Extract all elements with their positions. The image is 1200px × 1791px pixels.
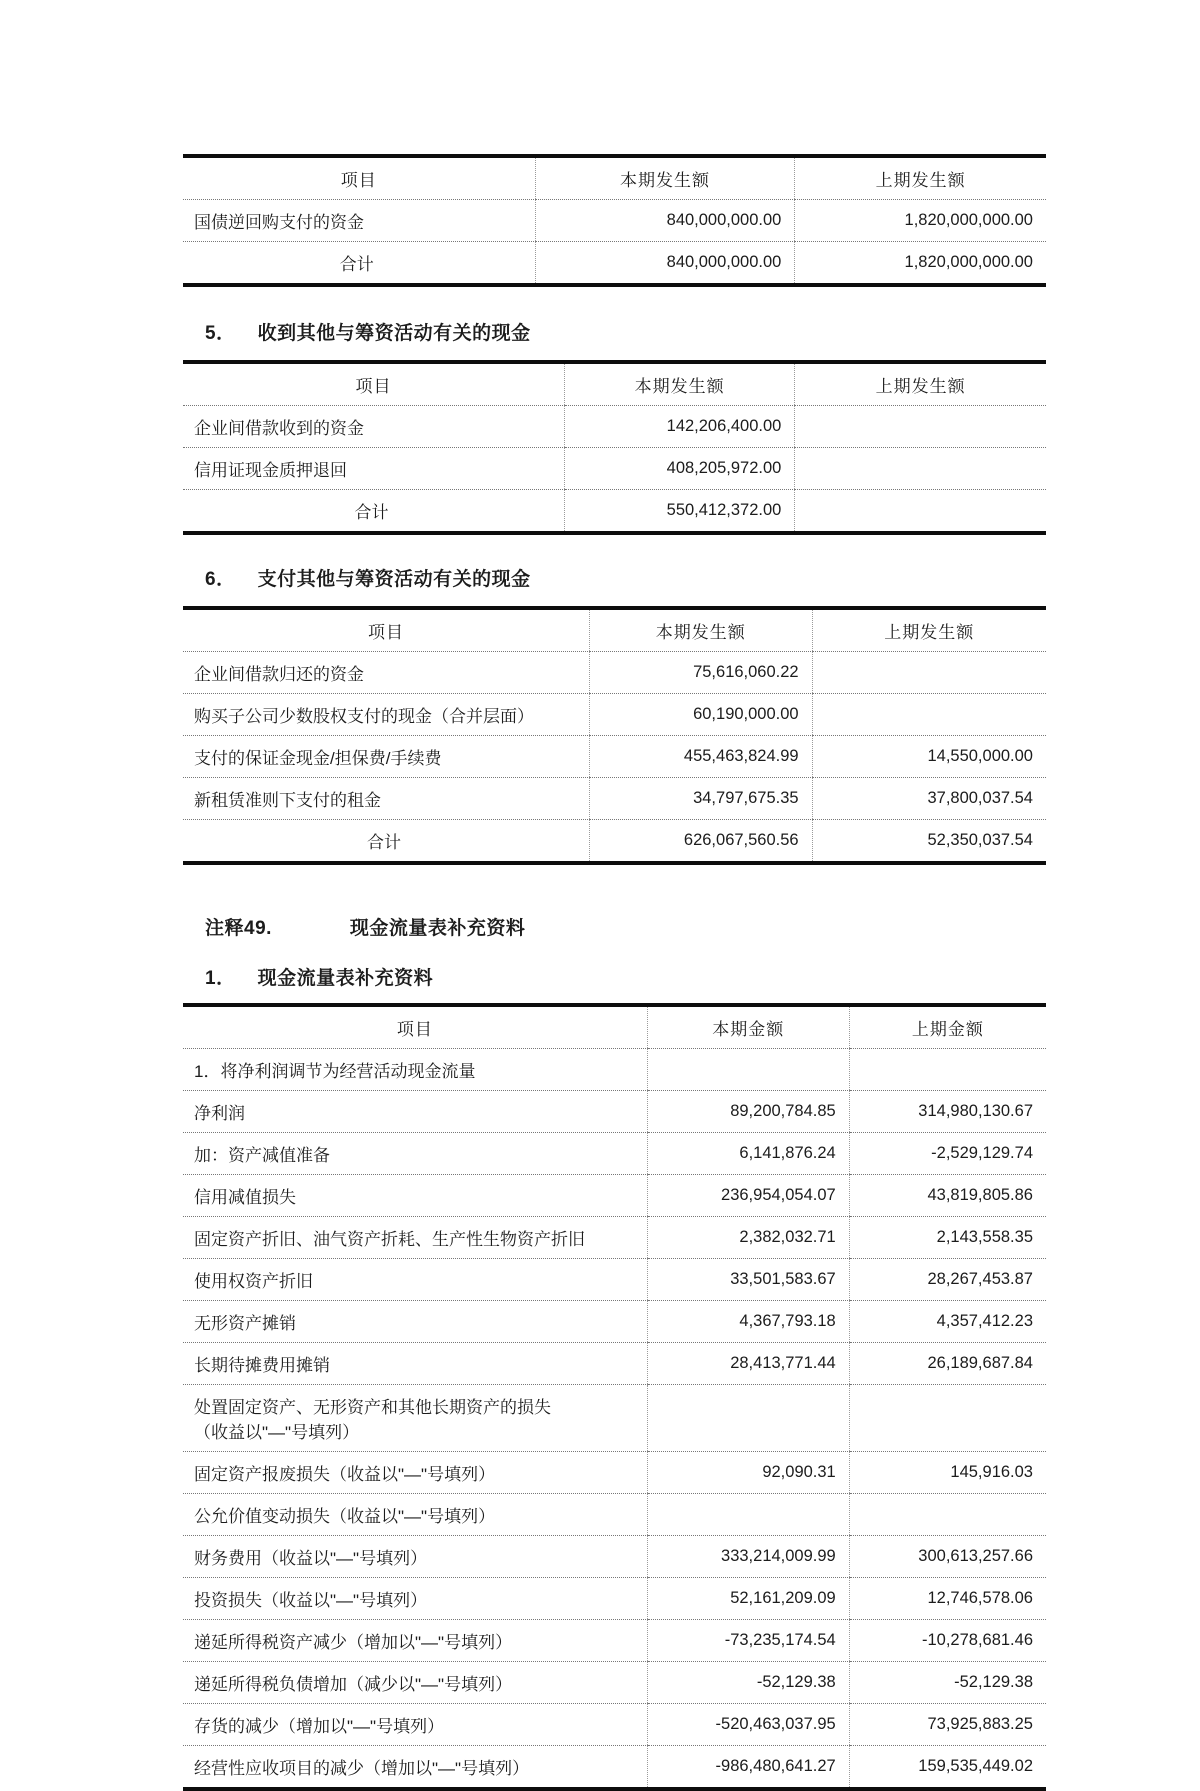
prior-period-value: 159,535,449.02 bbox=[849, 1746, 1046, 1790]
row-label: 1．将净利润调节为经营活动现金流量 bbox=[194, 1062, 476, 1081]
heading-note-49 bbox=[183, 913, 1046, 940]
table-row bbox=[183, 1385, 1046, 1452]
row-label-cell bbox=[183, 652, 589, 694]
row-label-cell bbox=[183, 448, 564, 490]
row-label-cell bbox=[183, 1620, 647, 1662]
current-period-value bbox=[647, 1385, 849, 1452]
table-row bbox=[183, 490, 1046, 534]
row-label-cell bbox=[183, 490, 564, 534]
table-row bbox=[183, 778, 1046, 820]
table-row bbox=[183, 1494, 1046, 1536]
prior-period-value: -2,529,129.74 bbox=[849, 1133, 1046, 1175]
current-period-value: 52,161,209.09 bbox=[647, 1578, 849, 1620]
current-period-value: 33,501,583.67 bbox=[647, 1259, 849, 1301]
column-header: 项目 bbox=[183, 1005, 647, 1049]
row-label: 投资损失（收益以"—"号填列） bbox=[194, 1591, 428, 1610]
row-label-cell bbox=[183, 1704, 647, 1746]
row-label: 长期待摊费用摊销 bbox=[194, 1356, 330, 1375]
current-period-value: 408,205,972.00 bbox=[564, 448, 794, 490]
row-label-cell bbox=[183, 1452, 647, 1494]
heading-number: 6． bbox=[205, 569, 236, 590]
prior-period-value: 2,143,558.35 bbox=[849, 1217, 1046, 1259]
table-cash-flow-supplement bbox=[183, 1003, 1046, 1791]
row-label: 合计 bbox=[366, 833, 401, 852]
prior-period-value bbox=[795, 490, 1046, 534]
row-label: 国债逆回购支付的资金 bbox=[194, 213, 364, 232]
row-label-cell bbox=[183, 1049, 647, 1091]
table-row bbox=[183, 448, 1046, 490]
row-label: 固定资产报废损失（收益以"—"号填列） bbox=[194, 1465, 496, 1484]
row-label: 合计 bbox=[354, 503, 389, 522]
current-period-value: 92,090.31 bbox=[647, 1452, 849, 1494]
row-label-cell bbox=[183, 1175, 647, 1217]
prior-period-value: 300,613,257.66 bbox=[849, 1536, 1046, 1578]
document-content bbox=[183, 154, 1046, 1791]
row-label-cell bbox=[183, 778, 589, 820]
row-label: 财务费用（收益以"—"号填列） bbox=[194, 1549, 428, 1568]
current-period-value: 34,797,675.35 bbox=[589, 778, 812, 820]
prior-period-value bbox=[812, 694, 1046, 736]
row-label-cell bbox=[183, 1301, 647, 1343]
prior-period-value: 145,916.03 bbox=[849, 1452, 1046, 1494]
column-header: 上期发生额 bbox=[795, 156, 1046, 200]
row-label: 信用减值损失 bbox=[194, 1188, 296, 1207]
row-label-cell bbox=[183, 1578, 647, 1620]
current-period-value: 60,190,000.00 bbox=[589, 694, 812, 736]
prior-period-value: -52,129.38 bbox=[849, 1662, 1046, 1704]
column-header: 上期发生额 bbox=[812, 608, 1046, 652]
table-row bbox=[183, 1217, 1046, 1259]
row-label: 递延所得税负债增加（减少以"—"号填列） bbox=[194, 1675, 513, 1694]
current-period-value: 840,000,000.00 bbox=[535, 242, 795, 286]
table-row bbox=[183, 1662, 1046, 1704]
table-row bbox=[183, 1704, 1046, 1746]
row-label: 新租赁准则下支付的租金 bbox=[194, 791, 381, 810]
prior-period-value bbox=[812, 652, 1046, 694]
row-label-cell bbox=[183, 1217, 647, 1259]
table-treasury-repo bbox=[183, 154, 1046, 287]
row-label: 存货的减少（增加以"—"号填列） bbox=[194, 1717, 445, 1736]
table-row bbox=[183, 820, 1046, 864]
table-row bbox=[183, 1259, 1046, 1301]
prior-period-value: 28,267,453.87 bbox=[849, 1259, 1046, 1301]
prior-period-value: 4,357,412.23 bbox=[849, 1301, 1046, 1343]
current-period-value: 6,141,876.24 bbox=[647, 1133, 849, 1175]
row-label-cell bbox=[183, 1091, 647, 1133]
column-header: 项目 bbox=[183, 608, 589, 652]
table-row bbox=[183, 694, 1046, 736]
prior-period-value: 314,980,130.67 bbox=[849, 1091, 1046, 1133]
financial-table bbox=[183, 606, 1046, 865]
row-label-cell bbox=[183, 1494, 647, 1536]
table-header-row bbox=[183, 156, 1046, 200]
table-header-row bbox=[183, 1005, 1046, 1049]
column-header: 本期发生额 bbox=[535, 156, 795, 200]
heading-number: 注释49. bbox=[205, 918, 272, 939]
current-period-value bbox=[647, 1494, 849, 1536]
column-header: 上期发生额 bbox=[795, 362, 1046, 406]
heading-title: 支付其他与筹资活动有关的现金 bbox=[257, 569, 531, 590]
row-label: 加：资产减值准备 bbox=[194, 1146, 330, 1165]
current-period-value: 550,412,372.00 bbox=[564, 490, 794, 534]
row-label: 经营性应收项目的减少（增加以"—"号填列） bbox=[194, 1759, 530, 1778]
table-row bbox=[183, 1301, 1046, 1343]
heading-number: 5． bbox=[205, 323, 236, 344]
row-label: 处置固定资产、无形资产和其他长期资产的损失 bbox=[194, 1398, 551, 1417]
row-label-cell bbox=[183, 242, 535, 286]
prior-period-value: 26,189,687.84 bbox=[849, 1343, 1046, 1385]
current-period-value: 626,067,560.56 bbox=[589, 820, 812, 864]
row-label: 支付的保证金现金/担保费/手续费 bbox=[194, 749, 442, 768]
row-label: 公允价值变动损失（收益以"—"号填列） bbox=[194, 1507, 496, 1526]
row-label: 递延所得税资产减少（增加以"—"号填列） bbox=[194, 1633, 513, 1652]
table-row bbox=[183, 1536, 1046, 1578]
prior-period-value bbox=[795, 448, 1046, 490]
row-label-cell bbox=[183, 200, 535, 242]
heading-title: 收到其他与筹资活动有关的现金 bbox=[257, 323, 531, 344]
row-label-cell bbox=[183, 1259, 647, 1301]
table-row bbox=[183, 406, 1046, 448]
current-period-value: 840,000,000.00 bbox=[535, 200, 795, 242]
prior-period-value: 12,746,578.06 bbox=[849, 1578, 1046, 1620]
heading-number: 1． bbox=[205, 968, 236, 989]
table-row bbox=[183, 1343, 1046, 1385]
table-row bbox=[183, 736, 1046, 778]
column-header: 本期发生额 bbox=[589, 608, 812, 652]
column-header: 上期金额 bbox=[849, 1005, 1046, 1049]
row-label-cell bbox=[183, 694, 589, 736]
table-row bbox=[183, 1746, 1046, 1790]
row-label: 净利润 bbox=[194, 1104, 245, 1123]
current-period-value: 28,413,771.44 bbox=[647, 1343, 849, 1385]
heading-sub-1 bbox=[183, 963, 1046, 990]
column-header: 项目 bbox=[183, 156, 535, 200]
table-row bbox=[183, 1049, 1046, 1091]
current-period-value: -73,235,174.54 bbox=[647, 1620, 849, 1662]
row-label-cell bbox=[183, 1746, 647, 1790]
row-label: 合计 bbox=[339, 255, 374, 274]
prior-period-value: 37,800,037.54 bbox=[812, 778, 1046, 820]
table-header-row bbox=[183, 608, 1046, 652]
row-label-cell bbox=[183, 1536, 647, 1578]
prior-period-value: 73,925,883.25 bbox=[849, 1704, 1046, 1746]
heading-section-5 bbox=[183, 318, 1046, 345]
heading-title: 现金流量表补充资料 bbox=[349, 918, 526, 939]
prior-period-value bbox=[795, 406, 1046, 448]
table-row bbox=[183, 242, 1046, 286]
financial-table bbox=[183, 154, 1046, 287]
table-other-financing-received bbox=[183, 360, 1046, 535]
prior-period-value: 52,350,037.54 bbox=[812, 820, 1046, 864]
column-header: 本期金额 bbox=[647, 1005, 849, 1049]
current-period-value: 142,206,400.00 bbox=[564, 406, 794, 448]
row-label-cell bbox=[183, 820, 589, 864]
prior-period-value bbox=[849, 1494, 1046, 1536]
table-row bbox=[183, 1620, 1046, 1662]
row-label-cell bbox=[183, 1385, 647, 1452]
current-period-value: 333,214,009.99 bbox=[647, 1536, 849, 1578]
row-label-line2: （收益以"—"号填列） bbox=[194, 1423, 360, 1442]
current-period-value: 89,200,784.85 bbox=[647, 1091, 849, 1133]
row-label: 使用权资产折旧 bbox=[194, 1272, 313, 1291]
row-label: 企业间借款归还的资金 bbox=[194, 665, 364, 684]
prior-period-value: -10,278,681.46 bbox=[849, 1620, 1046, 1662]
prior-period-value: 14,550,000.00 bbox=[812, 736, 1046, 778]
prior-period-value: 43,819,805.86 bbox=[849, 1175, 1046, 1217]
table-row bbox=[183, 1133, 1046, 1175]
row-label: 购买子公司少数股权支付的现金（合并层面） bbox=[194, 707, 534, 726]
current-period-value: -986,480,641.27 bbox=[647, 1746, 849, 1790]
table-other-financing-paid bbox=[183, 606, 1046, 865]
heading-section-6 bbox=[183, 564, 1046, 591]
row-label: 信用证现金质押退回 bbox=[194, 461, 347, 480]
row-label: 固定资产折旧、油气资产折耗、生产性生物资产折旧 bbox=[194, 1230, 585, 1249]
table-header-row bbox=[183, 362, 1046, 406]
row-label-cell bbox=[183, 1662, 647, 1704]
current-period-value: 4,367,793.18 bbox=[647, 1301, 849, 1343]
row-label-cell bbox=[183, 736, 589, 778]
prior-period-value: 1,820,000,000.00 bbox=[795, 242, 1046, 286]
prior-period-value: 1,820,000,000.00 bbox=[795, 200, 1046, 242]
table-row bbox=[183, 200, 1046, 242]
current-period-value: 236,954,054.07 bbox=[647, 1175, 849, 1217]
current-period-value: -52,129.38 bbox=[647, 1662, 849, 1704]
current-period-value bbox=[647, 1049, 849, 1091]
table-row bbox=[183, 1578, 1046, 1620]
financial-table bbox=[183, 1003, 1046, 1791]
row-label: 企业间借款收到的资金 bbox=[194, 419, 364, 438]
table-row bbox=[183, 1091, 1046, 1133]
row-label-cell bbox=[183, 1133, 647, 1175]
current-period-value: 75,616,060.22 bbox=[589, 652, 812, 694]
current-period-value: 455,463,824.99 bbox=[589, 736, 812, 778]
heading-title: 现金流量表补充资料 bbox=[257, 968, 434, 989]
table-row bbox=[183, 1175, 1046, 1217]
table-row bbox=[183, 1452, 1046, 1494]
financial-table bbox=[183, 360, 1046, 535]
current-period-value: 2,382,032.71 bbox=[647, 1217, 849, 1259]
row-label-cell bbox=[183, 1343, 647, 1385]
table-row bbox=[183, 652, 1046, 694]
column-header: 项目 bbox=[183, 362, 564, 406]
prior-period-value bbox=[849, 1385, 1046, 1452]
current-period-value: -520,463,037.95 bbox=[647, 1704, 849, 1746]
row-label: 无形资产摊销 bbox=[194, 1314, 296, 1333]
column-header: 本期发生额 bbox=[564, 362, 794, 406]
prior-period-value bbox=[849, 1049, 1046, 1091]
row-label-cell bbox=[183, 406, 564, 448]
